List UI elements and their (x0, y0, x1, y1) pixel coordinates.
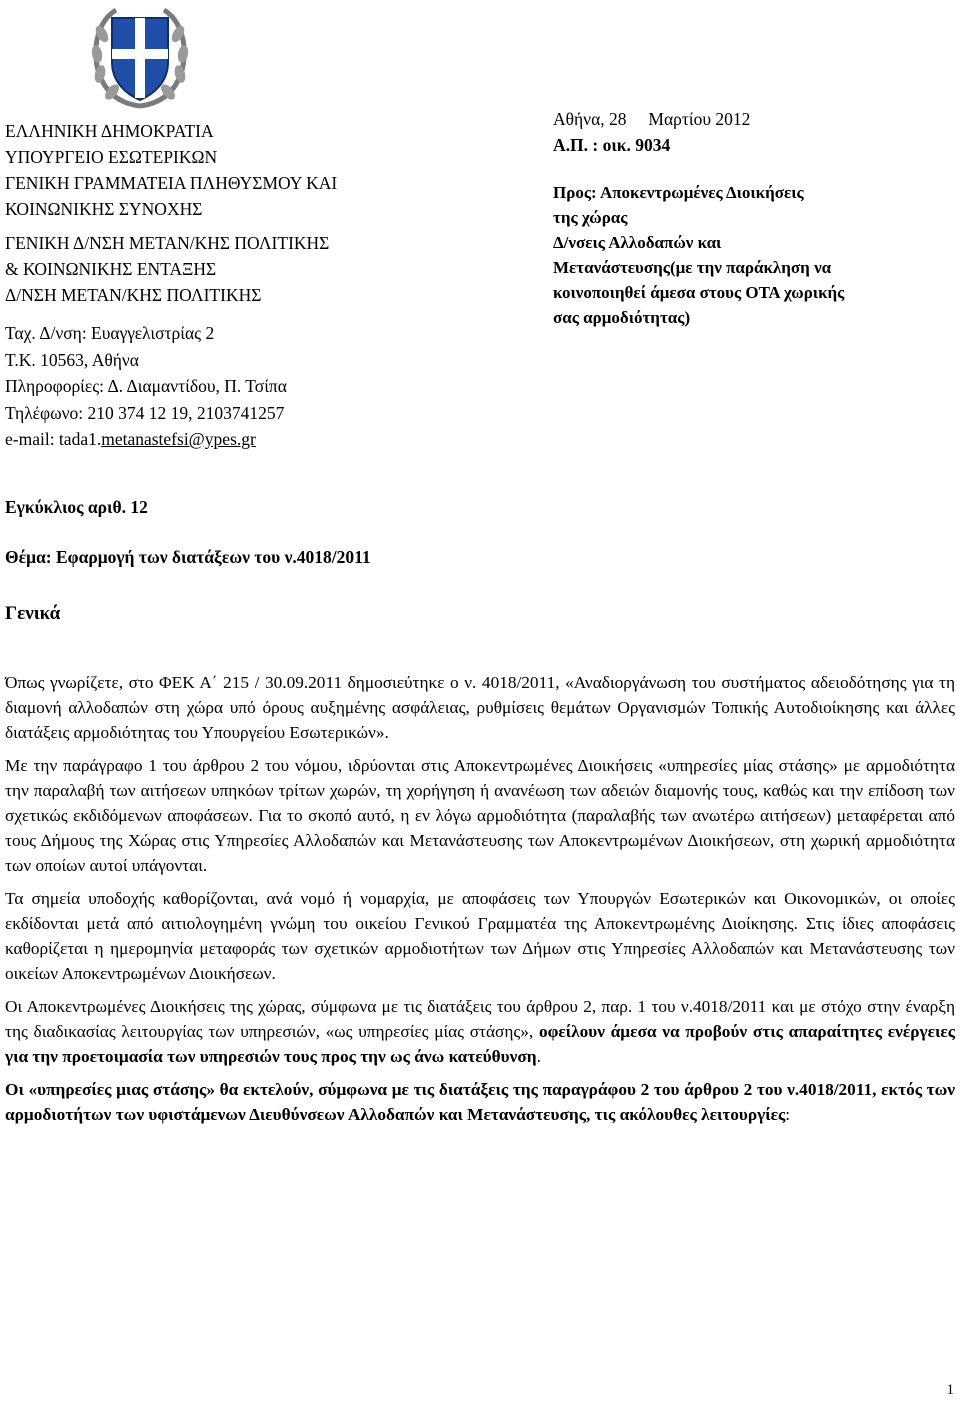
email-line (5, 426, 495, 453)
department-block (5, 230, 495, 308)
dept-line: Δ/ΝΣΗ ΜΕΤΑΝ/ΚΗΣ ΠΟΛΙΤΙΚΗΣ (5, 285, 262, 305)
org-line: ΕΛΛΗΝΙΚΗ ΔΗΜΟΚΡΑΤΙΑ (5, 121, 214, 141)
paragraph-text: . (536, 1047, 541, 1066)
org-line: ΓΕΝΙΚΗ ΓΡΑΜΜΑΤΕΙΑ ΠΛΗΘΥΣΜΟΥ ΚΑΙ (5, 173, 338, 193)
paragraph (5, 1077, 955, 1127)
email-link[interactable]: metanastefsi@ypes.gr (101, 429, 256, 449)
paragraph: Τα σημεία υποδοχής καθορίζονται, ανά νομό ή νομαρχία, με αποφάσεις των Υπουργών Εσωτερικών και Οικονομικών, οι οποίες εκδίδονται μετά από αιτιολογημένη γνώμη του οικείου Γενικού Γραμματέα της Αποκεντρωμένης Διοίκησης. Στις ίδιες αποφάσεις καθορίζεται η ημερομηνία μεταφοράς των σχετικών αρμοδιοτήτων των Δήμων στις Υπηρεσίες Αλλοδαπών και Μετανάστευσης των οικείων Αποκεντρωμένων Διοικήσεων. (5, 889, 955, 983)
organization-block (5, 118, 495, 222)
recipient-line: Δ/νσεις Αλλοδαπών και (553, 233, 722, 252)
recipient-header (553, 106, 953, 330)
dept-line: ΓΕΝΙΚΗ Δ/ΝΣΗ ΜΕΤΑΝ/ΚΗΣ ΠΟΛΙΤΙΚΗΣ (5, 233, 330, 253)
subject-line: Θέμα: Εφαρμογή των διατάξεων του ν.4018/2011 (5, 547, 371, 567)
paragraph-text: : (785, 1105, 791, 1124)
recipient-block (553, 180, 953, 330)
sender-header (5, 118, 495, 453)
dept-line: & ΚΟΙΝΩΝΙΚΗΣ ΕΝΤΑΞΗΣ (5, 259, 217, 279)
paragraph-emphasis: οφείλουν άμεσα να προβούν στις απαραίτητες ενέργειες για την προετοιμασία των υπηρεσιών τους προς την ως άνω κατεύθυνση (5, 1022, 955, 1066)
page-number: 1 (946, 1382, 954, 1398)
paragraph: Με την παράγραφο 1 του άρθρου 2 του νόμου, ιδρύονται στις Αποκεντρωμένες Διοικήσεις «υπηρεσίες μίας στάσης» με αρμοδιότητα την παραλαβή των αιτήσεων υπηκόων τρίτων χωρών, τη χορήγηση ή ανανέωση των αδειών διαμονής τους, καθώς και την επίδοση των σχετικώς εκδιδόμενων αποφάσεων. Για το σκοπό αυτό, η εν λόγω αρμοδιότητα (παραλαβής των ανωτέρω αιτήσεων) μεταφέρεται από τους Δήμους της Χώρας στις Υπηρεσίες Αλλοδαπών και Μετανάστευσης των Αποκεντρωμένων Διοικήσεων, στη χωρική αρμοδιότητα των οποίων αυτοί υπάγονται. (5, 756, 955, 875)
org-line: ΥΠΟΥΡΓΕΙΟ ΕΣΩΤΕΡΙΚΩΝ (5, 147, 218, 167)
phone-line: Τηλέφωνο: 210 374 12 19, 2103741257 (5, 402, 285, 423)
info-line: Πληροφορίες: Δ. Διαμαντίδου, Π. Τσίπα (5, 376, 287, 396)
recipient-line: Προς: Αποκεντρωμένες Διοικήσεις (553, 183, 804, 202)
email-prefix: e-mail: tada1. (5, 429, 102, 449)
recipient-line: της χώρας (553, 208, 628, 227)
address-line: Ταχ. Δ/νση: Ευαγγελιστρίας 2 (5, 323, 215, 343)
recipient-line: σας αρμοδιότητας) (553, 308, 691, 327)
section-title: Γενικά (5, 603, 61, 624)
paragraph: Όπως γνωρίζετε, στο ΦΕΚ Α΄ 215 / 30.09.2011 δημοσιεύτηκε ο ν. 4018/2011, «Αναδιοργάνωση του συστήματος αδειοδότησης για τη διαμονή αλλοδαπών στη χώρα υπό όρους αυξημένης ασφάλειας, ρυθμίσεις θεμάτων Οργανισμών Τοπικής Αυτοδιοίκησης και άλλες διατάξεις αρμοδιότητας του Υπουργείου Εσωτερικών». (5, 673, 955, 742)
contact-block (5, 320, 495, 453)
paragraph-emphasis: Οι «υπηρεσίες μιας στάσης» θα εκτελούν, σύμφωνα με τις διατάξεις της παραγράφου 2 του άρθρου 2 του ν.4018/2011, εκτός των αρμοδιοτήτων των υφιστάμενων Διευθύνσεων Αλλοδαπών και Μετανάστευσης, τις ακόλουθες λειτουργίες (5, 1080, 955, 1124)
protocol-number: Α.Π. : οικ. 9034 (553, 135, 671, 155)
recipient-line: Μετανάστευσης(με την παράκληση να (553, 258, 832, 277)
document-date: Αθήνα, 28 Μαρτίου 2012 (553, 109, 751, 129)
org-line: ΚΟΙΝΩΝΙΚΗΣ ΣΥΝΟΧΗΣ (5, 199, 203, 219)
paragraph (5, 994, 955, 1069)
paragraph-text: Οι Αποκεντρωμένες Διοικήσεις της χώρας, σύμφωνα με τις διατάξεις του άρθρου 2, παρ. 1 του ν.4018/2011 και με στόχο στην έναρξη της διαδικασίας λειτουργίας των υπηρεσιών, «ως υπηρεσίες μίας στάσης», (5, 997, 955, 1041)
circular-number: Εγκύκλιος αριθ. 12 (5, 497, 148, 517)
greek-coat-of-arms-emblem (88, 4, 192, 112)
document-body (5, 670, 955, 1135)
recipient-line: κοινοποιηθεί άμεσα στους ΟΤΑ χωρικής (553, 283, 845, 302)
postcode-line: Τ.Κ. 10563, Αθήνα (5, 349, 139, 370)
